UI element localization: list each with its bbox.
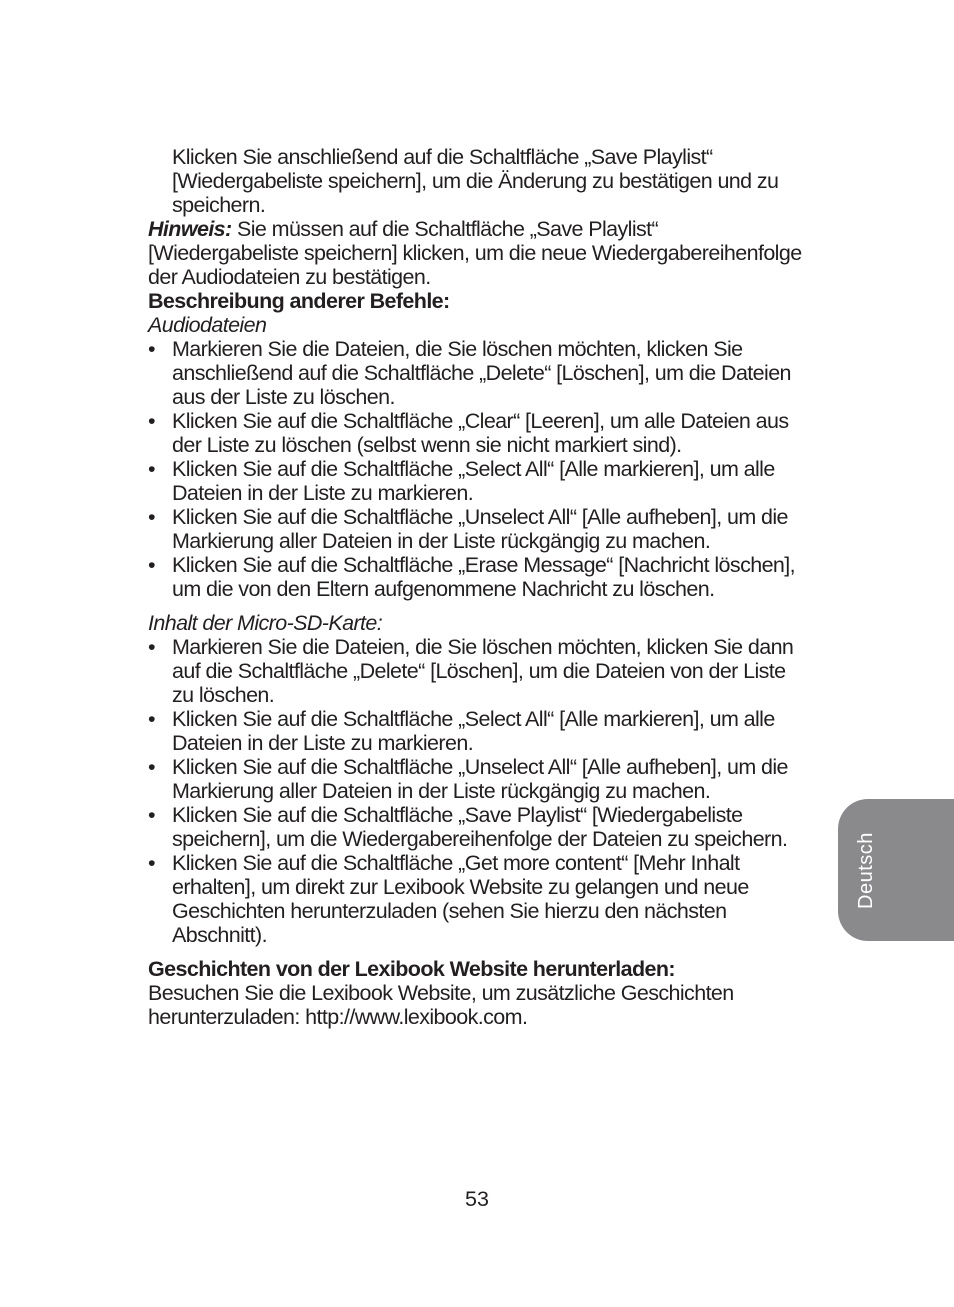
section-spacer (148, 601, 808, 611)
sd-card-command-list (148, 635, 808, 947)
list-item (148, 707, 808, 755)
bullet: • (148, 505, 155, 529)
list-item-text: Klicken Sie auf die Schaltfläche „Clear“ [Leeren], um alle Dateien aus der Liste zu löschen (selbst wenn sie nicht markiert sind). (172, 409, 789, 457)
list-item (148, 409, 808, 457)
list-item (148, 505, 808, 553)
list-item (148, 553, 808, 601)
list-item-text: Klicken Sie auf die Schaltfläche „Erase Message“ [Nachricht löschen], um die von den Eltern aufgenommene Nachricht zu löschen. (172, 553, 796, 601)
list-item-text: Klicken Sie auf die Schaltfläche „Unselect All“ [Alle aufheben], um die Markierung aller Dateien in der Liste rückgängig zu machen. (172, 755, 788, 803)
list-item-text: Klicken Sie auf die Schaltfläche „Unselect All“ [Alle aufheben], um die Markierung aller Dateien in der Liste rückgängig zu machen. (172, 505, 788, 553)
bullet: • (148, 803, 155, 827)
list-item (148, 803, 808, 851)
other-commands-heading: Beschreibung anderer Befehle: (148, 289, 450, 313)
language-tab (838, 799, 954, 941)
intro-continuation: Klicken Sie anschließend auf die Schaltfläche „Save Playlist“ [Wiedergabeliste speichern], um die Änderung zu bestätigen und zu speichern. (172, 145, 779, 217)
list-item-text: Klicken Sie auf die Schaltfläche „Select All“ [Alle markieren], um alle Dateien in der Liste zu markieren. (172, 707, 775, 755)
sd-card-subheading: Inhalt der Micro-SD-Karte: (148, 611, 383, 635)
audio-command-list (148, 337, 808, 601)
language-tab-label: Deutsch (854, 831, 877, 909)
section-spacer (148, 947, 808, 957)
page-number: 53 (465, 1187, 489, 1211)
download-text: Besuchen Sie die Lexibook Website, um zusätzliche Geschichten herunterzuladen: http://www.lexibook.com. (148, 981, 734, 1029)
list-item-text: Klicken Sie auf die Schaltfläche „Get more content“ [Mehr Inhalt erhalten], um direkt zur Lexibook Website zu gelangen und neue Geschichten herunterzuladen (sehen Sie hierzu den nächsten Abschnitt). (172, 851, 749, 947)
bullet: • (148, 337, 155, 361)
download-heading: Geschichten von der Lexibook Website herunterladen: (148, 957, 675, 981)
bullet: • (148, 409, 155, 433)
bullet: • (148, 755, 155, 779)
bullet: • (148, 635, 155, 659)
list-item (148, 635, 808, 707)
list-item-text: Markieren Sie die Dateien, die Sie löschen möchten, klicken Sie dann auf die Schaltfläche „Delete“ [Löschen], um die Dateien von der Liste zu löschen. (172, 635, 794, 707)
bullet: • (148, 457, 155, 481)
list-item-text: Markieren Sie die Dateien, die Sie löschen möchten, klicken Sie anschließend auf die Schaltfläche „Delete“ [Löschen], um die Dateien aus der Liste zu löschen. (172, 337, 791, 409)
bullet: • (148, 851, 155, 875)
list-item (148, 851, 808, 947)
list-item (148, 457, 808, 505)
bullet: • (148, 553, 155, 577)
bullet: • (148, 707, 155, 731)
note-text: Sie müssen auf die Schaltfläche „Save Playlist“ [Wiedergabeliste speichern] klicken, um die neue Wiedergabereihenfolge der Audiodateien zu bestätigen. (148, 217, 802, 289)
language-tab-label-wrapper (838, 799, 894, 941)
list-item (148, 337, 808, 409)
note-paragraph (148, 217, 808, 289)
list-item-text: Klicken Sie auf die Schaltfläche „Select All“ [Alle markieren], um alle Dateien in der Liste zu markieren. (172, 457, 775, 505)
page-content (148, 145, 808, 1029)
list-item-text: Klicken Sie auf die Schaltfläche „Save Playlist“ [Wiedergabeliste speichern], um die Wiedergabereihenfolge der Dateien zu speichern. (172, 803, 788, 851)
audio-subheading: Audiodateien (148, 313, 267, 337)
list-item (148, 755, 808, 803)
note-label: Hinweis: (148, 217, 232, 241)
